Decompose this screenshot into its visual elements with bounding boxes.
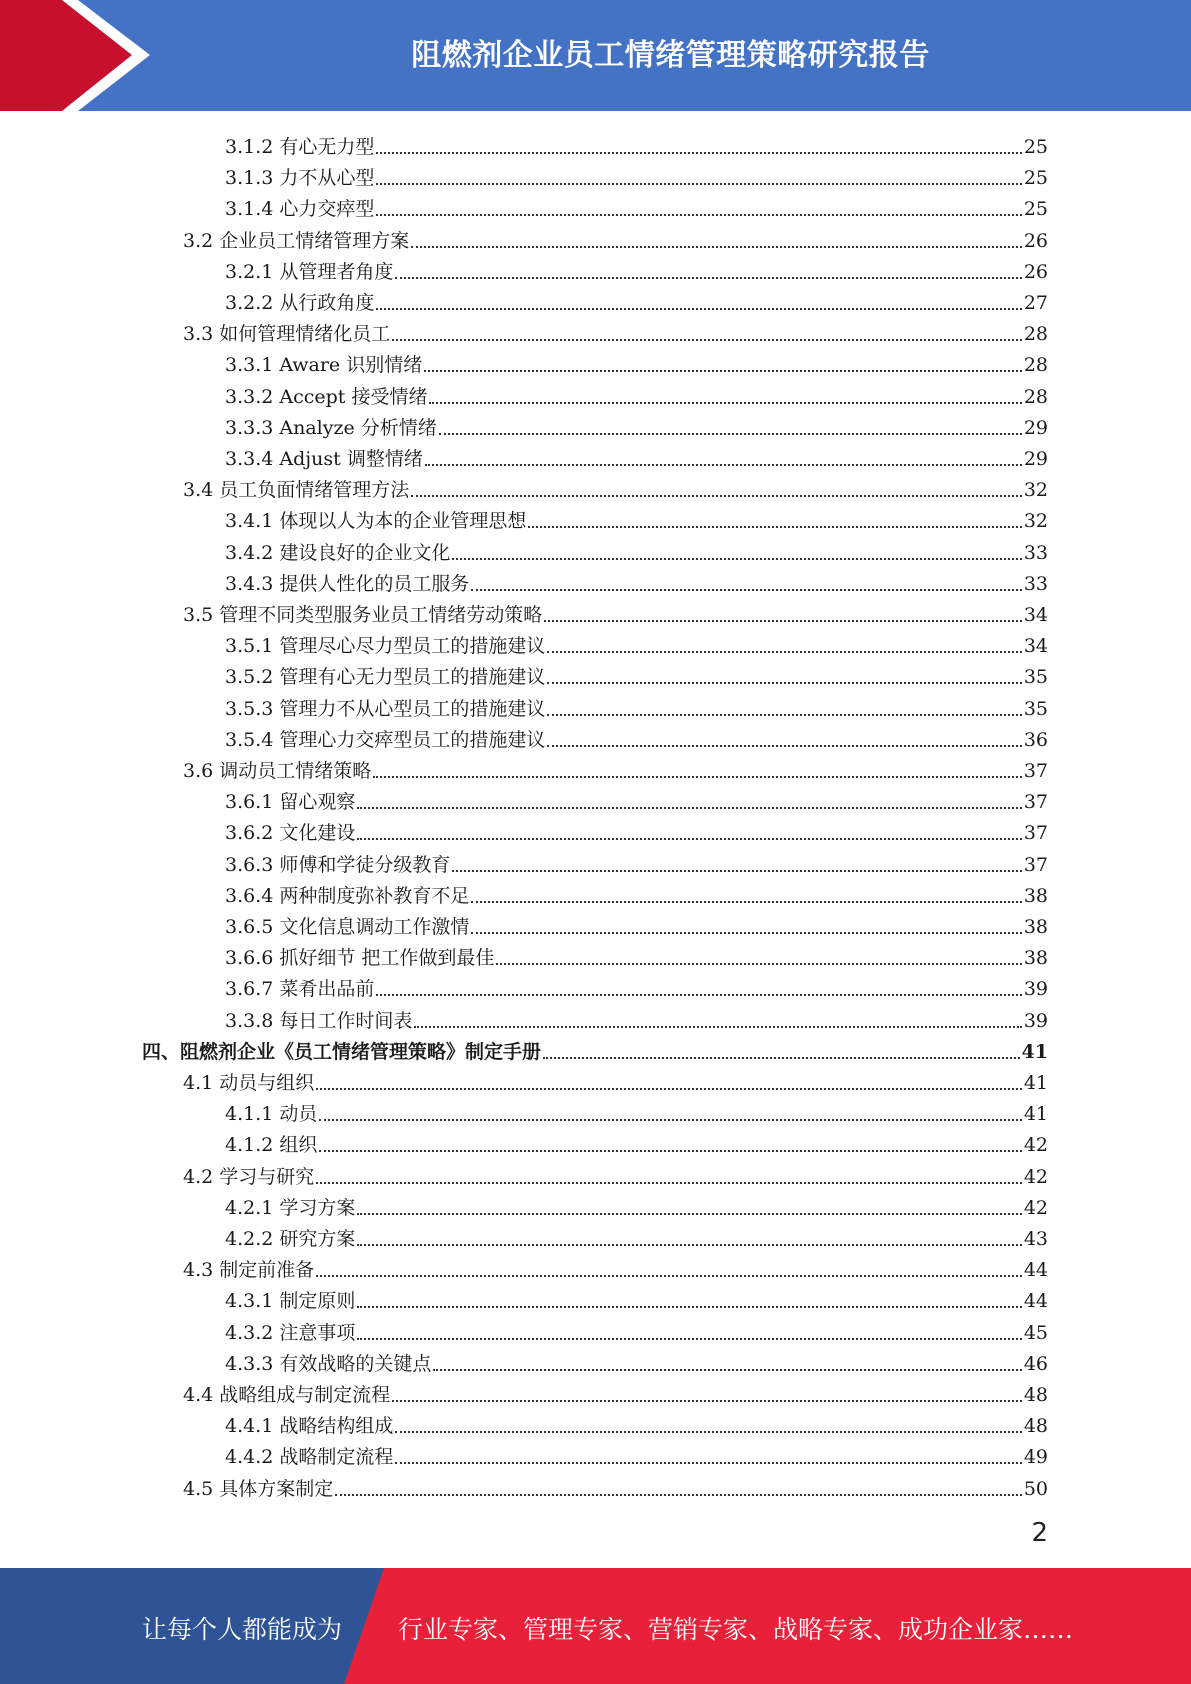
toc-entry-title: 3.3.2 Accept 接受情绪 [225,385,428,408]
toc-leader-dots [439,433,1022,435]
toc-entry-page: 37 [1023,760,1048,782]
toc-entry-page: 29 [1023,416,1048,439]
toc-leader-dots [433,1369,1021,1371]
toc-entry-title: 3.4.3 提供人性化的员工服务 [225,572,470,595]
footer-slogan-right: 行业专家、管理专家、营销专家、战略专家、成功企业家…… [398,1615,1074,1644]
toc-entry[interactable] [225,345,1048,376]
toc-entry-page: 28 [1023,354,1048,377]
toc-entry-title: 3.6.1 留心观察 [225,791,356,814]
toc-entry-page: 39 [1023,1009,1048,1032]
toc-entry-title: 3.6.7 菜肴出品前 [225,978,375,1001]
toc-entry-title: 3.6.6 抓好细节 把工作做到最佳 [225,947,495,970]
toc-entry[interactable] [183,1469,1048,1500]
toc-entry[interactable] [225,1344,1048,1375]
toc-entry[interactable] [183,1375,1048,1406]
toc-entry[interactable] [225,1437,1048,1468]
toc-entry-page: 39 [1023,978,1048,1001]
toc-entry[interactable] [225,907,1048,938]
toc-leader-dots [528,526,1021,528]
toc-entry[interactable] [225,1001,1048,1032]
toc-leader-dots [357,1338,1021,1340]
toc-entry-title: 3.4.1 体现以人为本的企业管理思想 [225,510,527,533]
toc-entry-title: 4.1.1 动员 [225,1103,318,1126]
toc-entry-page: 35 [1023,697,1048,720]
toc-entry[interactable] [225,158,1048,189]
toc-entry-title: 3.6.2 文化建设 [225,822,356,845]
toc-leader-dots [547,651,1021,653]
toc-entry-page: 46 [1023,1352,1048,1375]
toc-entry[interactable] [183,470,1048,501]
toc-entry[interactable] [225,439,1048,470]
toc-entry-page: 48 [1023,1415,1048,1438]
toc-entry[interactable] [225,564,1048,595]
toc-entry-title: 3.5.2 管理有心无力型员工的措施建议 [225,666,546,689]
toc-entry[interactable] [225,533,1048,564]
toc-leader-dots [411,495,1022,497]
toc-leader-dots [316,1182,1022,1184]
toc-entry[interactable] [225,1125,1048,1156]
toc-leader-dots [357,1213,1021,1215]
toc-leader-dots [395,1431,1021,1433]
toc-entry-page: 42 [1023,1196,1048,1219]
toc-entry-page: 37 [1023,822,1048,845]
toc-entry-title: 3.3.8 每日工作时间表 [225,1009,413,1032]
toc-entry-title: 3.1.2 有心无力型 [225,136,375,158]
toc-entry-title: 4.4.1 战略结构组成 [225,1415,394,1438]
toc-entry[interactable] [225,283,1048,314]
toc-leader-dots [471,901,1021,903]
toc-leader-dots [452,870,1021,872]
toc-entry[interactable] [225,657,1048,688]
toc-entry-title: 3.5.1 管理尽心尽力型员工的措施建议 [225,635,546,658]
toc-entry[interactable] [225,252,1048,283]
toc-leader-dots [471,932,1021,934]
toc-entry-title: 3.1.3 力不从心型 [225,167,375,190]
toc-leader-dots [335,1494,1022,1496]
toc-leader-dots [429,402,1021,404]
toc-entry[interactable] [225,720,1048,751]
toc-entry-page: 35 [1023,666,1048,689]
toc-entry[interactable] [183,1250,1048,1281]
toc-entry[interactable] [225,408,1048,439]
toc-entry[interactable] [225,501,1048,532]
toc-leader-dots [392,339,1022,341]
toc-entry[interactable] [225,127,1048,158]
toc-entry-title: 3.3.4 Adjust 调整情绪 [225,448,423,470]
toc-leader-dots [547,682,1021,684]
toc-leader-dots [376,994,1021,996]
toc-entry-title: 3.5.4 管理心力交瘁型员工的措施建议 [225,728,546,751]
toc-entry-title: 4.4 战略组成与制定流程 [183,1384,391,1406]
toc-entry-page: 33 [1023,572,1048,595]
toc-entry[interactable] [225,1281,1048,1312]
toc-entry-title: 4.3.3 有效战略的关键点 [225,1352,432,1375]
toc-entry-title: 4.2.1 学习方案 [225,1196,356,1219]
toc-entry[interactable] [225,1406,1048,1437]
toc-entry-title: 四、阻燃剂企业《员工情绪管理策略》制定手册 [142,1040,542,1063]
toc-entry[interactable] [225,689,1048,720]
toc-entry[interactable] [183,1063,1048,1094]
toc-entry-title: 4.2 学习与研究 [183,1165,315,1188]
toc-entry-title: 4.1.2 组织 [225,1134,318,1157]
toc-entry-page: 41 [1023,1103,1048,1126]
document-title: 阻燃剂企业员工情绪管理策略研究报告 [411,38,930,73]
toc-entry-title: 4.4.2 战略制定流程 [225,1446,394,1469]
toc-entry[interactable] [225,969,1048,1000]
toc-entry-page: 42 [1023,1134,1048,1157]
toc-entry[interactable] [225,1313,1048,1344]
toc-entry-page: 26 [1023,260,1048,283]
toc-entry-page: 42 [1023,1165,1048,1188]
toc-entry-page: 28 [1023,323,1048,346]
toc-leader-dots [376,214,1021,216]
toc-entry-page: 28 [1023,385,1048,408]
toc-entry[interactable] [225,377,1048,408]
toc-leader-dots [452,558,1021,560]
toc-entry-title: 4.3.1 制定原则 [225,1290,356,1313]
toc-entry-title: 4.5 具体方案制定 [183,1477,334,1500]
page-header [0,0,1191,111]
toc-entry[interactable] [225,1188,1048,1219]
toc-entry-page: 38 [1023,947,1048,970]
toc-leader-dots [411,246,1022,248]
toc-leader-dots [496,963,1021,965]
toc-entry-page: 32 [1023,510,1048,533]
toc-entry-page: 43 [1023,1228,1048,1250]
toc-entry-page: 37 [1023,791,1048,814]
toc-entry-title: 4.2.2 研究方案 [225,1228,356,1250]
toc-entry[interactable] [183,1157,1048,1188]
toc-entry[interactable] [225,845,1048,876]
toc-entry-page: 36 [1023,728,1048,751]
toc-entry-title: 3.2.2 从行政角度 [225,292,375,314]
toc-entry-page: 29 [1023,448,1048,470]
toc-entry-page: 44 [1023,1259,1048,1282]
footer-slogan-left: 让每个人都能成为 [142,1615,343,1644]
toc-leader-dots [376,183,1021,185]
toc-entry[interactable] [225,1094,1048,1125]
toc-entry-title: 3.2 企业员工情绪管理方案 [183,229,410,252]
toc-entry[interactable] [183,595,1048,626]
toc-leader-dots [357,838,1021,840]
toc-leader-dots [395,277,1021,279]
toc-leader-dots [316,1275,1022,1277]
header-arrow-decoration [0,0,160,111]
toc-entry-title: 4.3 制定前准备 [183,1259,315,1282]
toc-entry-title: 3.1.4 心力交瘁型 [225,198,375,221]
toc-entry-title: 3.6.5 文化信息调动工作激情 [225,916,470,938]
page-number: 2 [1031,1518,1048,1548]
toc-leader-dots [319,1150,1021,1152]
toc-entry-page: 41 [1021,1040,1048,1063]
toc-entry[interactable] [183,751,1048,782]
toc-entry-page: 27 [1023,292,1048,314]
toc-entry-page: 26 [1023,229,1048,252]
toc-entry-page: 25 [1023,167,1048,190]
toc-leader-dots [319,1119,1021,1121]
page-footer [0,1568,1191,1684]
toc-entry[interactable] [225,626,1048,657]
toc-entry-page: 32 [1023,479,1048,502]
toc-entry-page: 50 [1023,1477,1048,1500]
toc-entry[interactable] [225,782,1048,813]
toc-entry-page: 41 [1023,1072,1048,1094]
toc-leader-dots [414,1026,1021,1028]
toc-entry-title: 3.5.3 管理力不从心型员工的措施建议 [225,697,546,720]
toc-leader-dots [357,807,1021,809]
toc-leader-dots [471,589,1021,591]
toc-leader-dots [392,1400,1022,1402]
toc-entry-page: 38 [1023,884,1048,907]
toc-entry-title: 4.1 动员与组织 [183,1072,315,1094]
toc-leader-dots [357,1244,1021,1246]
toc-entry-page: 45 [1023,1321,1048,1344]
toc-entry-title: 3.5 管理不同类型服务业员工情绪劳动策略 [183,604,543,626]
toc-entry-page: 37 [1023,853,1048,876]
toc-leader-dots [425,464,1022,466]
toc-leader-dots [547,745,1021,747]
toc-entry-page: 25 [1023,136,1048,158]
toc-leader-dots [547,714,1021,716]
toc-entry-page: 48 [1023,1384,1048,1406]
toc-entry[interactable] [183,314,1048,345]
toc-entry-page: 25 [1023,198,1048,221]
toc-entry-title: 3.6 调动员工情绪策略 [183,760,372,782]
toc-leader-dots [543,1057,1020,1059]
toc-leader-dots [544,620,1022,622]
toc-leader-dots [424,370,1022,372]
toc-entry-title: 3.4.2 建设良好的企业文化 [225,541,451,564]
toc-entry[interactable] [225,813,1048,844]
toc-entry[interactable] [225,1219,1048,1250]
toc-entry-title: 3.2.1 从管理者角度 [225,260,394,283]
toc-entry[interactable] [142,1032,1048,1063]
toc-entry[interactable] [225,938,1048,969]
toc-leader-dots [316,1088,1022,1090]
toc-entry-title: 3.3.3 Analyze 分析情绪 [225,416,437,439]
toc-entry-title: 4.3.2 注意事项 [225,1321,356,1344]
toc-leader-dots [395,1462,1021,1464]
toc-entry-title: 3.4 员工负面情绪管理方法 [183,479,410,502]
toc-entry-page: 33 [1023,541,1048,564]
toc-entry[interactable] [225,189,1048,220]
toc-entry-page: 44 [1023,1290,1048,1313]
toc-entry-page: 38 [1023,916,1048,938]
toc-entry[interactable] [225,876,1048,907]
toc-entry-page: 34 [1023,604,1048,626]
toc-entry-title: 3.3.1 Aware 识别情绪 [225,354,423,377]
toc-entry-page: 34 [1023,635,1048,658]
toc-entry[interactable] [183,221,1048,252]
toc-leader-dots [376,308,1021,310]
toc-entry-title: 3.3 如何管理情绪化员工 [183,323,391,346]
toc-leader-dots [357,1306,1021,1308]
toc-leader-dots [373,776,1022,778]
toc-leader-dots [376,152,1021,154]
toc-entry-page: 49 [1023,1446,1048,1469]
toc-entry-title: 3.6.4 两种制度弥补教育不足 [225,884,470,907]
toc-entry-title: 3.6.3 师傅和学徒分级教育 [225,853,451,876]
